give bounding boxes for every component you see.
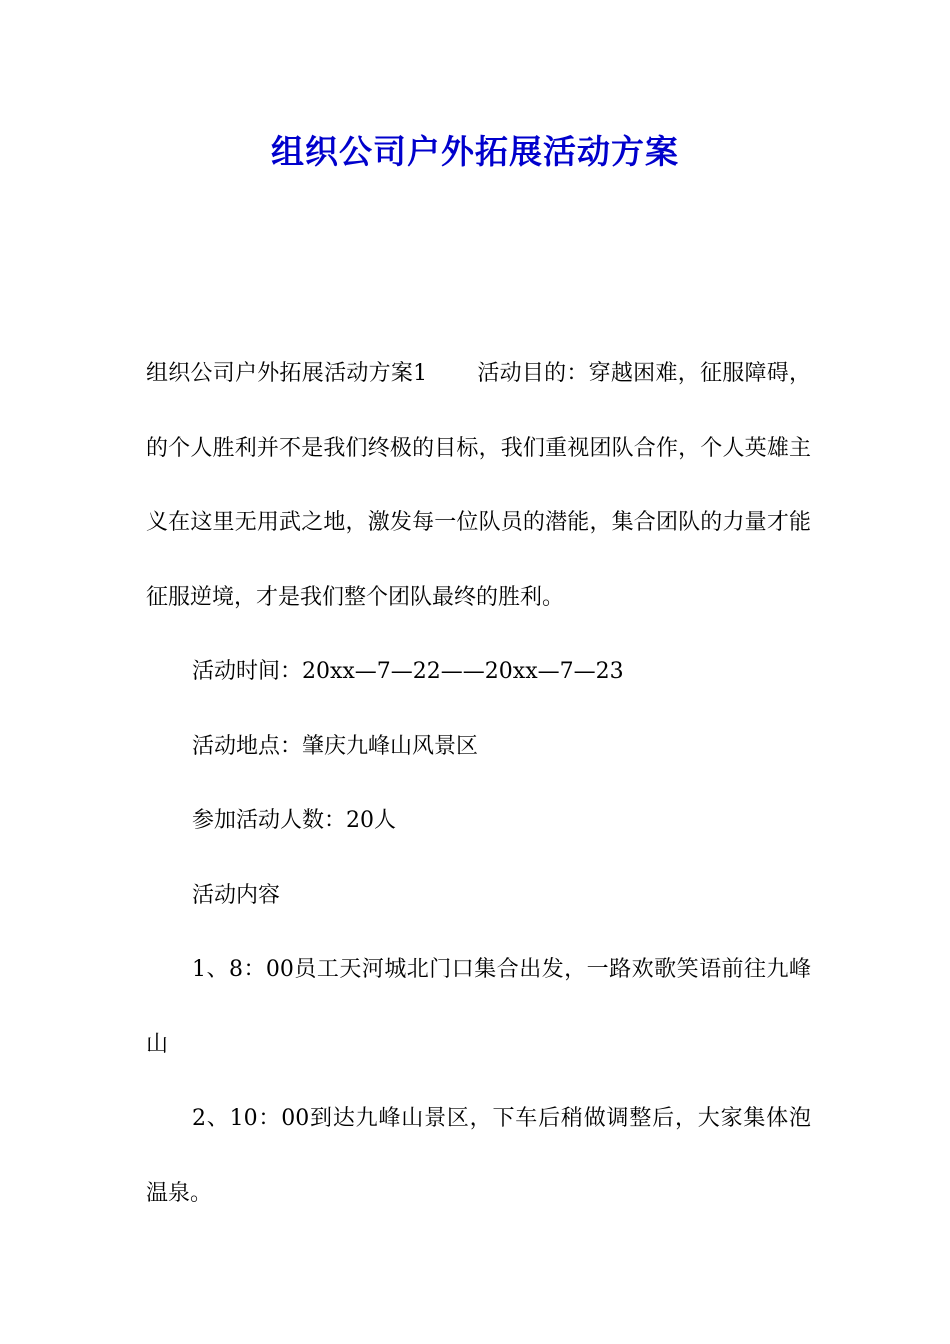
intro-paragraph bbox=[146, 337, 811, 635]
plan-heading: 组织公司户外拓展活动方案1 bbox=[146, 361, 428, 386]
activity-content-heading: 活动内容 bbox=[192, 882, 281, 908]
activity-purpose-text: 活动目的：穿越困难，征服障碍，的个人胜利并不是我们终极的目标，我们重视团队合作，个人英雄主义在这里无用武之地，激发每一位队员的潜能，集合团队的力量才能征服逆境，才是我们整个团队最终的胜利。 bbox=[146, 361, 811, 610]
schedule-item-1: 1、8：00员工天河城北门口集合出发，一路欢歌笑语前往九峰山 bbox=[146, 957, 811, 1057]
participant-count: 参加活动人数：20人 bbox=[192, 808, 396, 833]
activity-location: 活动地点：肇庆九峰山风景区 bbox=[192, 733, 479, 759]
document-title: 组织公司户外拓展活动方案 bbox=[271, 132, 679, 171]
schedule-item-2: 2、10：00到达九峰山景区，下车后稍做调整后，大家集体泡温泉。 bbox=[146, 1106, 811, 1206]
activity-time: 活动时间：20xx—7—22——20xx—7—23 bbox=[192, 659, 624, 684]
document-body bbox=[146, 337, 811, 1231]
